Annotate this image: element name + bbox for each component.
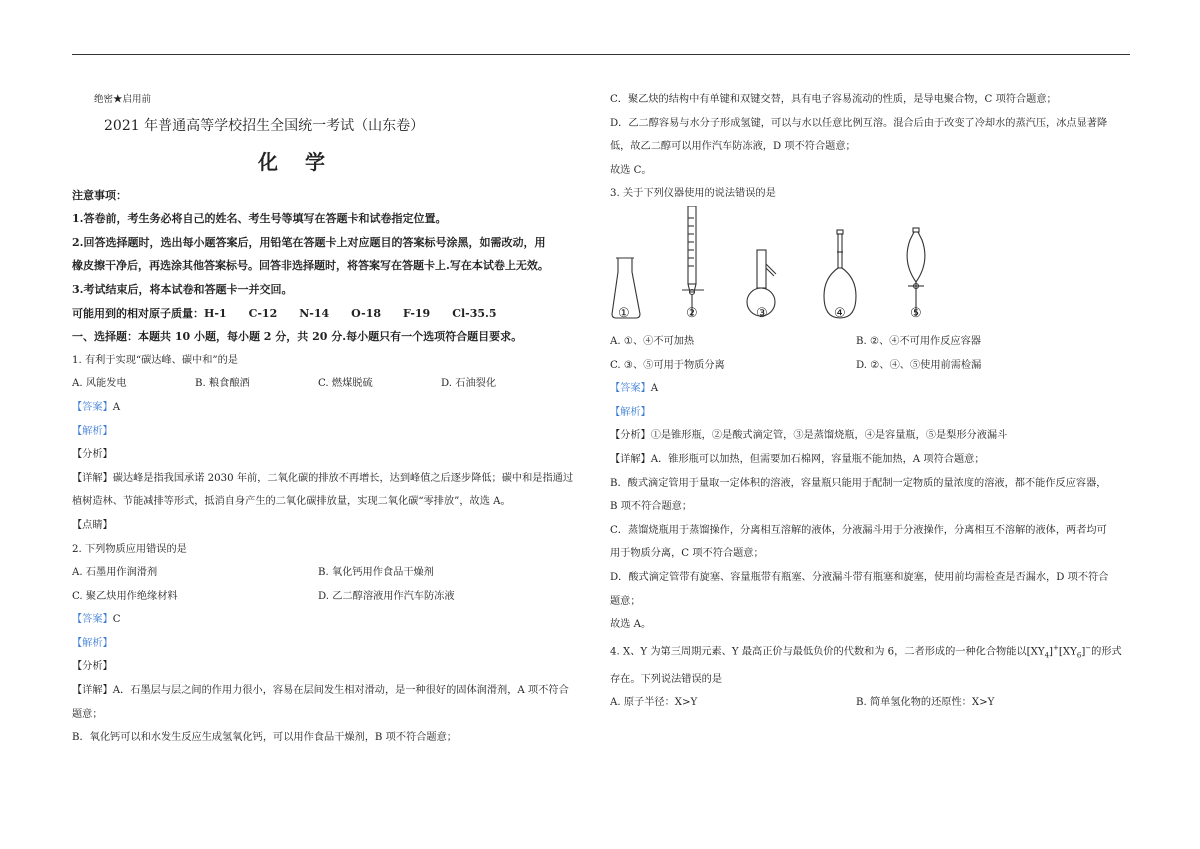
option-b: B. 简单氢化物的还原性：X>Y bbox=[856, 697, 995, 709]
detail-text: 用于物质分离，C 项不符合题意； bbox=[610, 548, 764, 560]
analysis-tag: 【解析】 bbox=[72, 425, 113, 437]
question-2-options bbox=[72, 561, 596, 585]
option-d: D. ②、④、⑤使用前需检漏 bbox=[856, 359, 982, 371]
header-rule bbox=[72, 54, 1130, 55]
question-2-stem: 2. 下列物质应用错误的是 bbox=[72, 543, 187, 555]
atomic-mass-line: 可能用到的相对原子质量：H-1 C-12 N-14 O-18 F-19 Cl-35.5 bbox=[72, 306, 497, 320]
figure-label-5: ⑤ bbox=[910, 305, 922, 321]
option-c: C. 燃煤脱硫 bbox=[318, 378, 373, 390]
question-1-options bbox=[72, 372, 596, 396]
analysis-tag: 【解析】 bbox=[610, 406, 651, 418]
detail-text: B．氧化钙可以和水发生反应生成氢氧化钙，可以用作食品干燥剂，B 项不符合题意； bbox=[72, 732, 457, 744]
detail-text: 【详解】碳达峰是指我国承诺 2030 年前，二氧化碳的排放不再增长，达到峰值之后逐步降低；碳中和是指通过 bbox=[72, 472, 574, 484]
option-b: B. ②、④不可用作反应容器 bbox=[856, 335, 981, 347]
fenxi-tag: 【分析】 bbox=[72, 661, 113, 673]
option-a: A. ①、④不可加热 bbox=[610, 335, 695, 347]
option-c: C. ③、⑤可用于物质分离 bbox=[610, 359, 725, 371]
confidential-mark: 绝密★启用前 bbox=[94, 94, 152, 105]
detail-text: 植树造林、节能减排等形式，抵消自身产生的二氧化碳排放量，实现二氧化碳“零排放”，故选 A。 bbox=[72, 496, 511, 508]
option-c: C. 聚乙炔用作绝缘材料 bbox=[72, 590, 178, 602]
subscript: 6 bbox=[1076, 651, 1082, 660]
analysis-tag: 【解析】 bbox=[72, 637, 113, 649]
option-a: A. 石墨用作润滑剂 bbox=[72, 567, 158, 579]
question-3-options bbox=[610, 330, 1130, 354]
figure-label-1: ① bbox=[618, 305, 630, 321]
option-d: D. 石油裂化 bbox=[441, 378, 497, 390]
question-3-stem: 3. 关于下列仪器使用的说法错误的是 bbox=[610, 188, 776, 200]
left-column bbox=[72, 88, 596, 750]
detail-text: 低，故乙二醇可以用作汽车防冻液，D 项不符合题意； bbox=[610, 141, 856, 153]
question-1-stem: 1. 有利于实现“碳达峰、碳中和”的是 bbox=[72, 354, 238, 366]
question-4-options bbox=[610, 691, 1130, 715]
detail-text: 题意； bbox=[610, 595, 641, 607]
answer-line bbox=[72, 396, 596, 420]
detail-text: B．酸式滴定管用于量取一定体积的溶液，容量瓶只能用于配制一定物质的量浓度的溶液，都不能作反应容器， bbox=[610, 477, 1107, 489]
answer-tag: 【答案】 bbox=[72, 401, 113, 413]
stem-text: 的形式 bbox=[1091, 646, 1122, 658]
section-heading: 一、选择题：本题共 10 小题，每小题 2 分，共 20 分.每小题只有一个选项符合题目要求。 bbox=[72, 330, 523, 344]
conclusion: 故选 C。 bbox=[610, 164, 652, 176]
burette-icon bbox=[682, 206, 704, 316]
option-a: A. 风能发电 bbox=[72, 378, 127, 390]
question-4-stem: 4. X、Y 为第三周期元素、Y 最高正价与最低负价的代数和为 6，二者形成的一种化合物能以$[XY_4]^+[XY_6]^-$的形式 bbox=[610, 643, 1122, 660]
detail-text: 【详解】A．石墨层与层之间的作用力很小，容易在层间发生相对滑动，是一种很好的固体润滑剂，A 项不符合 bbox=[72, 685, 569, 697]
notice-item: 2.回答选择题时，选出每小题答案后，用铅笔在答题卡上对应题目的答案标号涂黑，如需改动，用 bbox=[72, 235, 546, 249]
stem-text: 4. X、Y 为第三周期元素、Y 最高正价与最低负价的代数和为 6，二者形成的一种化合物能以[XY bbox=[610, 646, 1045, 658]
option-d: D. 乙二醇溶液用作汽车防冻液 bbox=[318, 590, 455, 602]
figure-label-2: ② bbox=[686, 305, 698, 321]
answer-tag: 【答案】 bbox=[610, 383, 651, 395]
question-4-stem: 存在。下列说法错误的是 bbox=[610, 673, 723, 685]
subject-title: 化 学 bbox=[258, 149, 335, 174]
dianjing-tag: 【点睛】 bbox=[72, 519, 113, 531]
detail-text: 题意； bbox=[72, 708, 103, 720]
question-3-options bbox=[610, 354, 1130, 378]
answer-tag: 【答案】 bbox=[72, 614, 113, 626]
answer-value: A bbox=[112, 401, 121, 413]
detail-text: D．酸式滴定管带有旋塞、容量瓶带有瓶塞、分液漏斗带有瓶塞和旋塞，使用前均需检查是否漏水，D 项不符合 bbox=[610, 571, 1109, 583]
option-a: A. 原子半径：X>Y bbox=[610, 697, 698, 709]
notice-item: 1.答卷前，考生务必将自己的姓名、考生号等填写在答题卡和试卷指定位置。 bbox=[72, 212, 447, 226]
option-b: B. 粮食酿酒 bbox=[195, 378, 250, 390]
detail-text: B 项不符合题意； bbox=[610, 501, 693, 513]
answer-value: C bbox=[112, 614, 121, 626]
detail-text: C．聚乙炔的结构中有单键和双键交替，具有电子容易流动的性质，是导电聚合物，C 项符合题意； bbox=[610, 94, 1057, 105]
notice-item: 3.考试结束后，将本试卷和答题卡一并交回。 bbox=[72, 282, 293, 296]
detail-text: 【详解】A．锥形瓶可以加热，但需要加石棉网，容量瓶不能加热，A 项符合题意； bbox=[610, 453, 985, 465]
conclusion: 故选 A。 bbox=[610, 619, 652, 631]
exam-title: 2021 年普通高等学校招生全国统一考试（山东卷） bbox=[104, 117, 425, 134]
answer-value: A bbox=[650, 383, 659, 395]
detail-text: C．蒸馏烧瓶用于蒸馏操作，分离相互溶解的液体，分液漏斗用于分液操作，分离相互不溶解的液体，两者均可 bbox=[610, 524, 1107, 536]
subscript: 4 bbox=[1044, 651, 1050, 660]
fenxi-text: 【分析】①是锥形瓶，②是酸式滴定管，③是蒸馏烧瓶，④是容量瓶，⑤是梨形分液漏斗 bbox=[610, 430, 1008, 442]
detail-text: D．乙二醇容易与水分子形成氢键，可以与水以任意比例互溶。混合后由于改变了冷却水的蒸汽压，冰点显著降 bbox=[610, 117, 1108, 129]
answer-line bbox=[610, 377, 1130, 401]
stem-text: [XY bbox=[1058, 646, 1077, 658]
figure-label-4: ④ bbox=[834, 305, 846, 321]
question-2-options bbox=[72, 585, 596, 609]
answer-line bbox=[72, 608, 596, 632]
option-b: B. 氧化钙用作食品干燥剂 bbox=[318, 567, 434, 579]
superscript: − bbox=[1085, 643, 1092, 652]
right-column bbox=[610, 88, 1130, 715]
notice-heading: 注意事项： bbox=[72, 188, 127, 202]
figure-label-3: ③ bbox=[756, 305, 768, 321]
superscript: + bbox=[1053, 643, 1059, 652]
apparatus-figure bbox=[610, 206, 1130, 330]
fenxi-tag: 【分析】 bbox=[72, 449, 113, 461]
notice-item: 橡皮擦干净后，再选涂其他答案标号。回答非选择题时，将答案写在答题卡上.写在本试卷上无效。 bbox=[72, 259, 549, 273]
